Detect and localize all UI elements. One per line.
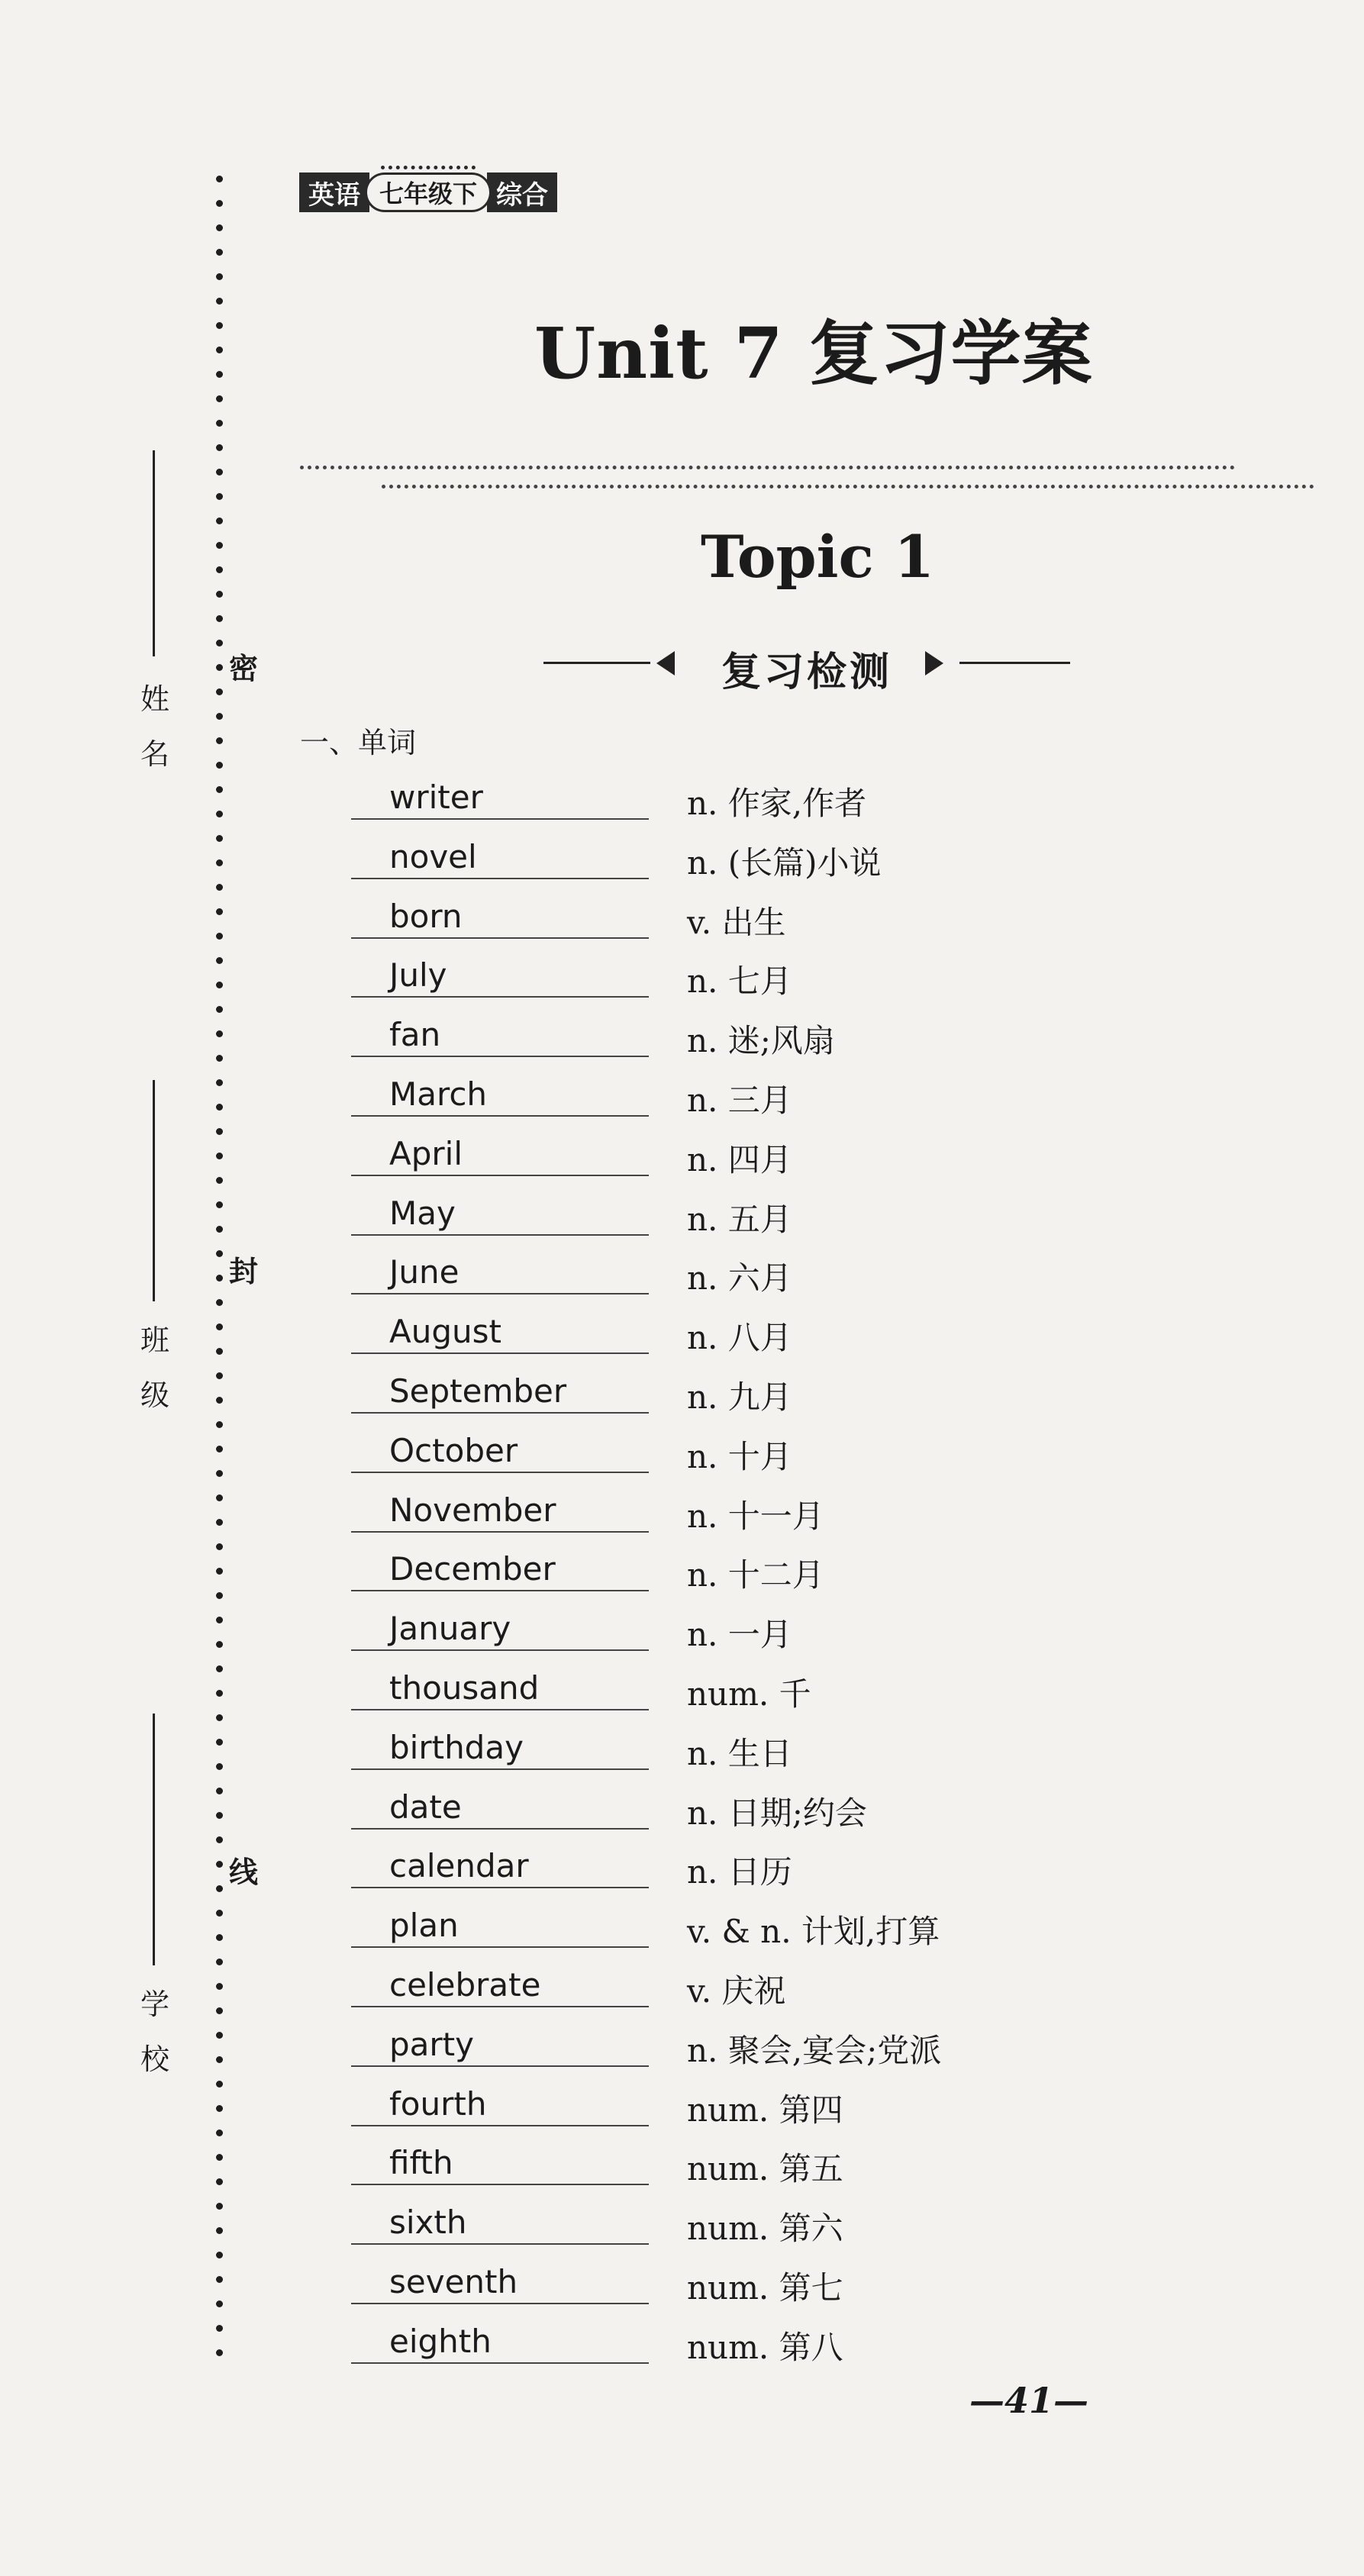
vocab-row: [351, 1547, 1038, 1607]
binding-dot: [216, 322, 223, 329]
vocab-word[interactable]: September: [389, 1372, 567, 1410]
binding-dot: [216, 2007, 223, 2014]
vocab-definition: n. 一月: [687, 1616, 792, 1654]
vocab-word[interactable]: April: [389, 1134, 463, 1172]
arrow-right-icon: [925, 651, 943, 675]
binding-dot: [216, 908, 223, 915]
vocab-definition: v. 庆祝: [687, 1971, 786, 2010]
vocab-word[interactable]: seventh: [389, 2262, 518, 2300]
vocab-word[interactable]: October: [389, 1431, 518, 1469]
vocab-definition: n. 三月: [687, 1081, 792, 1119]
binding-dot: [216, 762, 223, 769]
answer-line: [351, 2125, 649, 2126]
binding-dot: [216, 1592, 223, 1599]
binding-dot: [216, 811, 223, 817]
school-label: 学 校: [140, 1988, 169, 2076]
vocab-row: [351, 2260, 1038, 2320]
vocab-word[interactable]: January: [389, 1610, 511, 1648]
vocab-definition: num. 千: [687, 1675, 811, 1713]
binding-dot: [216, 1226, 223, 1233]
binding-dot: [216, 640, 223, 646]
vocab-word[interactable]: May: [389, 1194, 456, 1232]
answer-line: [351, 2184, 649, 2185]
binding-dot: [216, 542, 223, 549]
class-label: 班 级: [140, 1323, 169, 1412]
binding-dot: [216, 737, 223, 744]
binding-dot: [216, 1617, 223, 1623]
vocab-word[interactable]: plan: [389, 1907, 459, 1945]
answer-line: [351, 1056, 649, 1057]
binding-dot: [216, 1397, 223, 1404]
vocab-definition: n. 日期;约会: [687, 1794, 867, 1832]
subject-label: 英语: [299, 172, 369, 212]
title-separator-lower: [382, 485, 1314, 488]
binding-dot: [216, 1690, 223, 1697]
binding-dot: [216, 1421, 223, 1428]
type-label: 综合: [487, 172, 557, 212]
binding-dot: [216, 2325, 223, 2332]
vocab-row: [351, 1013, 1038, 1072]
vocab-word[interactable]: celebrate: [389, 1965, 541, 2004]
vocab-row: [351, 1785, 1038, 1845]
binding-dot: [216, 249, 223, 256]
binding-dot: [216, 1055, 223, 1062]
binding-dot: [216, 1568, 223, 1575]
vocab-definition: num. 第四: [687, 2091, 843, 2129]
vocab-definition: num. 第七: [687, 2268, 843, 2307]
binding-dot: [216, 2154, 223, 2161]
vocab-row: [351, 2023, 1038, 2082]
binding-dot: [216, 1348, 223, 1355]
answer-line: [351, 1590, 649, 1591]
binding-dot: [216, 1030, 223, 1037]
binding-dot: [216, 1275, 223, 1282]
vocab-row: [351, 1844, 1038, 1904]
vocab-row: [351, 2082, 1038, 2142]
vocab-word[interactable]: fourth: [389, 2084, 487, 2123]
binding-dot: [216, 1494, 223, 1501]
binding-dot: [216, 2300, 223, 2307]
binding-dot: [216, 1470, 223, 1477]
binding-dot: [216, 1739, 223, 1746]
binding-dot: [216, 1910, 223, 1917]
vocab-definition: n. 四月: [687, 1140, 792, 1178]
binding-dot: [216, 1323, 223, 1330]
answer-line: [351, 2006, 649, 2007]
binding-dot: [216, 2349, 223, 2356]
vocab-word[interactable]: writer: [389, 779, 483, 816]
binding-dot: [216, 591, 223, 598]
answer-line: [351, 2065, 649, 2067]
vocab-word[interactable]: calendar: [389, 1847, 529, 1885]
binding-dot: [216, 566, 223, 573]
vocab-word[interactable]: birthday: [389, 1728, 524, 1766]
header-strip: [299, 172, 557, 212]
answer-line: [351, 1234, 649, 1236]
binding-dot: [216, 1836, 223, 1843]
vocab-row: [351, 1488, 1038, 1548]
binding-dot: [216, 444, 223, 451]
vocab-definition: num. 第五: [687, 2150, 843, 2188]
answer-line: [351, 1887, 649, 1888]
vocab-word[interactable]: fan: [389, 1016, 441, 1054]
binding-dot: [216, 2203, 223, 2210]
answer-line: [351, 1768, 649, 1770]
binding-dot: [216, 1128, 223, 1135]
binding-dot: [216, 859, 223, 866]
binding-dot: [216, 371, 223, 378]
vocab-word[interactable]: June: [389, 1253, 460, 1291]
answer-line: [351, 996, 649, 998]
binding-dot: [216, 615, 223, 622]
answer-line: [351, 1175, 649, 1176]
name-write-line: [153, 450, 155, 656]
binding-dot: [216, 835, 223, 842]
answer-line: [351, 878, 649, 879]
binding-dot: [216, 1983, 223, 1990]
binding-dot: [216, 1641, 223, 1648]
vocab-row: [351, 895, 1038, 954]
school-write-line: [153, 1714, 155, 1965]
vocab-row: [351, 2141, 1038, 2200]
vocab-definition: num. 第八: [687, 2328, 843, 2366]
vocab-definition: n. 七月: [687, 962, 792, 1001]
vocab-word[interactable]: thousand: [389, 1668, 540, 1707]
binding-dot: [216, 493, 223, 500]
vocab-definition: n. 聚会,宴会;党派: [687, 2031, 942, 2069]
vocab-definition: n. 九月: [687, 1378, 792, 1416]
binding-dot: [216, 1885, 223, 1892]
binding-dot: [216, 2105, 223, 2112]
arrow-left-icon: [656, 651, 675, 675]
binding-dot: [216, 1788, 223, 1794]
vocab-definition: n. 作家,作者: [687, 785, 867, 822]
binding-dot: [216, 1543, 223, 1550]
vocab-word[interactable]: eighth: [389, 2322, 492, 2360]
vocab-word[interactable]: sixth: [389, 2204, 467, 2242]
binding-dot: [216, 982, 223, 988]
vocab-row: [351, 1132, 1038, 1191]
vocab-word[interactable]: November: [389, 1491, 556, 1529]
answer-line: [351, 1352, 649, 1354]
unit-title: Unit 7 复习学案: [534, 312, 1093, 395]
vocab-definition: n. 五月: [687, 1200, 792, 1238]
page-number: —41—: [969, 2380, 1089, 2421]
binding-dot: [216, 224, 223, 231]
binding-dot: [216, 1177, 223, 1184]
answer-line: [351, 2303, 649, 2304]
vocab-definition: n. 十一月: [687, 1497, 824, 1535]
vocab-row: [351, 1072, 1038, 1132]
answer-line: [351, 1472, 649, 1473]
vocab-definition: n. 生日: [687, 1734, 792, 1772]
binding-dot: [216, 2252, 223, 2258]
binding-dot: [216, 273, 223, 280]
heading-rule-left: [543, 662, 650, 664]
vocab-word[interactable]: novel: [389, 837, 477, 875]
seal-word-feng: 封: [229, 1254, 259, 1288]
binding-dot: [216, 1665, 223, 1672]
answer-line: [351, 1412, 649, 1414]
binding-dot: [216, 1959, 223, 1965]
answer-line: [351, 818, 649, 820]
class-write-line: [153, 1080, 155, 1301]
binding-dot: [216, 1201, 223, 1208]
answer-line: [351, 1531, 649, 1533]
binding-dot: [216, 298, 223, 305]
vocab-row: [351, 2200, 1038, 2260]
vocab-definition: n. 十月: [687, 1437, 792, 1475]
binding-dot: [216, 1861, 223, 1868]
binding-dot: [216, 1153, 223, 1159]
answer-line: [351, 2362, 649, 2364]
binding-dot: [216, 2032, 223, 2039]
vocab-row: [351, 1191, 1038, 1251]
vocab-definition: n. 十二月: [687, 1556, 824, 1594]
vocab-row: [351, 835, 1038, 895]
binding-dot: [216, 1812, 223, 1819]
binding-dot: [216, 786, 223, 793]
vocab-definition: v. & n. 计划,打算: [687, 1913, 940, 1951]
section-heading-text: 复习检测: [721, 650, 892, 695]
binding-dot: [216, 2056, 223, 2063]
binding-dot: [216, 1006, 223, 1013]
binding-dot: [216, 1763, 223, 1770]
vocab-row: [351, 2320, 1038, 2379]
seal-word-xian: 线: [229, 1855, 259, 1889]
vocab-row: [351, 1607, 1038, 1666]
binding-dot: [216, 347, 223, 353]
vocab-row: [351, 1666, 1038, 1726]
vocab-word[interactable]: born: [389, 897, 463, 935]
binding-dot: [216, 469, 223, 476]
answer-line: [351, 1946, 649, 1948]
section-heading: [543, 640, 1070, 695]
vocabulary-list: [351, 775, 1038, 2379]
binding-dot: [216, 2178, 223, 2185]
binding-dot: [216, 1372, 223, 1379]
vocab-word[interactable]: August: [389, 1313, 501, 1351]
binding-dot: [216, 957, 223, 964]
vocab-word[interactable]: fifth: [389, 2144, 453, 2182]
binding-dot: [216, 1079, 223, 1086]
answer-line: [351, 2243, 649, 2245]
vocab-row: [351, 953, 1038, 1013]
binding-dot: [216, 2081, 223, 2088]
vocab-row: [351, 1904, 1038, 1963]
vocab-word[interactable]: party: [389, 2025, 474, 2063]
vocab-row: [351, 1250, 1038, 1310]
binding-dot: [216, 1519, 223, 1526]
vocab-word[interactable]: December: [389, 1550, 556, 1588]
name-label: 姓 名: [140, 682, 169, 771]
vocab-row: [351, 1726, 1038, 1785]
binding-dot: [216, 1104, 223, 1111]
binding-dot: [216, 1446, 223, 1452]
vocab-definition: n. 八月: [687, 1319, 792, 1357]
answer-line: [351, 1709, 649, 1710]
vocab-row: [351, 775, 1038, 835]
binding-dot: [216, 1714, 223, 1721]
vocab-row: [351, 1963, 1038, 2023]
binding-dot: [216, 664, 223, 671]
topic-title: Topic 1: [701, 523, 935, 591]
vocab-definition: n. 迷;风扇: [687, 1022, 835, 1060]
vocab-word[interactable]: July: [389, 956, 447, 995]
answer-line: [351, 1828, 649, 1830]
vocab-definition: n. 日历: [687, 1853, 792, 1891]
binding-dot: [216, 933, 223, 940]
vocab-definition: n. (长篇)小说: [687, 843, 882, 882]
grade-label: 七年级下: [365, 172, 492, 212]
title-separator-upper: [300, 466, 1235, 469]
heading-rule-right: [959, 662, 1070, 664]
seal-word-mi: 密: [229, 651, 259, 685]
binding-dot: [216, 420, 223, 427]
binding-dot: [216, 884, 223, 891]
vocab-row: [351, 1429, 1038, 1488]
vocab-definition: n. 六月: [687, 1259, 792, 1298]
binding-dot: [216, 2227, 223, 2234]
binding-dot: [216, 2129, 223, 2136]
vocab-word[interactable]: March: [389, 1075, 488, 1113]
answer-line: [351, 937, 649, 939]
answer-line: [351, 1293, 649, 1294]
vocab-row: [351, 1369, 1038, 1429]
binding-dot: [216, 395, 223, 402]
binding-dot: [216, 517, 223, 524]
answer-line: [351, 1649, 649, 1651]
binding-dot: [216, 2276, 223, 2283]
binding-dot: [216, 713, 223, 720]
binding-dot: [216, 688, 223, 695]
binding-dot: [216, 176, 223, 182]
vocab-row: [351, 1310, 1038, 1369]
binding-dot: [216, 1934, 223, 1941]
binding-dot: [216, 200, 223, 207]
vocab-word[interactable]: date: [389, 1788, 462, 1826]
vocab-definition: num. 第六: [687, 2210, 843, 2248]
vocab-definition: v. 出生: [687, 903, 786, 941]
answer-line: [351, 1115, 649, 1117]
part-label: 一、单词: [300, 726, 417, 759]
binding-dotted-line: [216, 176, 230, 2374]
binding-dot: [216, 1250, 223, 1257]
binding-dot: [216, 1299, 223, 1306]
